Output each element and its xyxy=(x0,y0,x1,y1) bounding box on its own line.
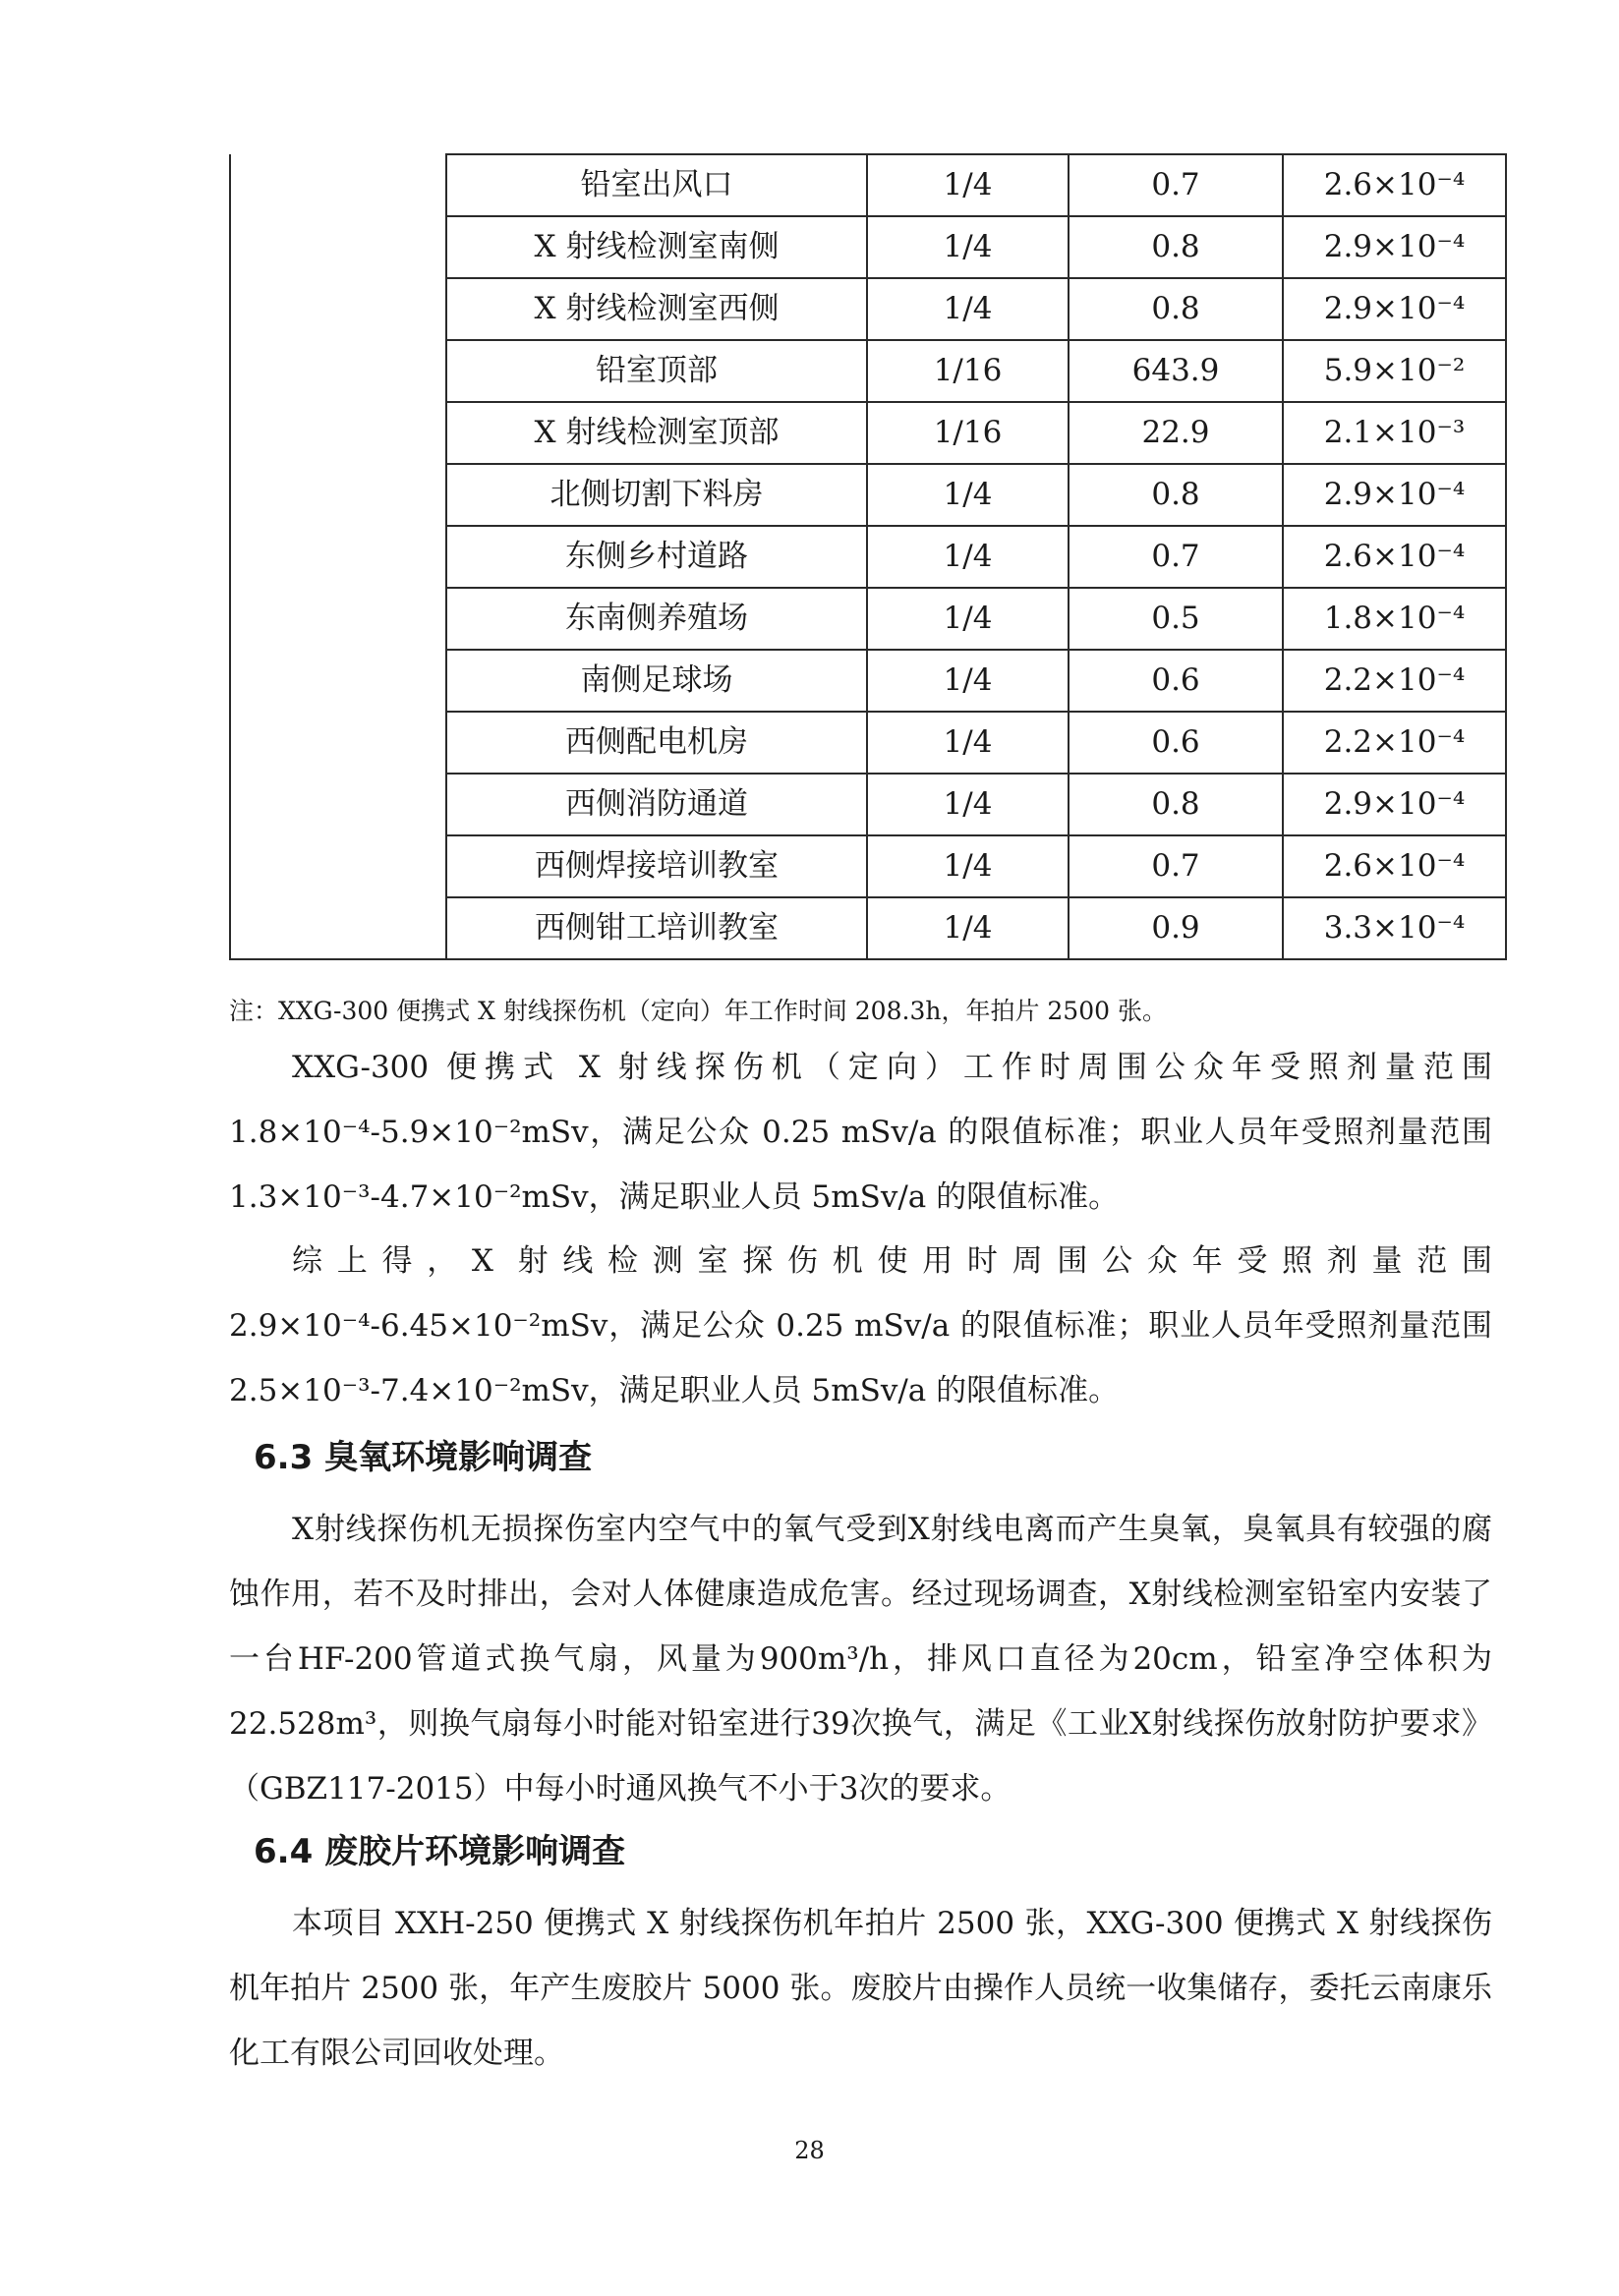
location-cell: 西侧配电机房 xyxy=(446,712,867,774)
dose-rate-cell: 0.8 xyxy=(1069,464,1283,526)
annual-dose-cell: 2.2×10⁻⁴ xyxy=(1283,650,1506,712)
dose-rate-cell: 0.8 xyxy=(1069,774,1283,835)
annual-dose-cell: 2.9×10⁻⁴ xyxy=(1283,216,1506,278)
occupancy-factor-cell: 1/4 xyxy=(867,464,1069,526)
dose-rate-cell: 643.9 xyxy=(1069,340,1283,402)
location-cell: X 射线检测室西侧 xyxy=(446,278,867,340)
location-cell: 西侧消防通道 xyxy=(446,774,867,835)
merged-category-cell xyxy=(230,154,446,959)
location-cell: 东南侧养殖场 xyxy=(446,588,867,650)
occupancy-factor-cell: 1/4 xyxy=(867,897,1069,959)
table-row xyxy=(230,154,1506,216)
paragraph-waste-film: 本项目 XXH-250 便携式 X 射线探伤机年拍片 2500 张，XXG-300 便携式 X 射线探伤机年拍片 2500 张，年产生废胶片 5000 张。废胶片由操作人员统一收集储存，委托云南康乐化工有限公司回收处理。 xyxy=(229,1906,1492,2071)
annual-dose-cell: 2.6×10⁻⁴ xyxy=(1283,154,1506,216)
dose-rate-cell: 0.6 xyxy=(1069,650,1283,712)
dose-table xyxy=(229,153,1507,960)
dose-rate-cell: 0.6 xyxy=(1069,712,1283,774)
occupancy-factor-cell: 1/16 xyxy=(867,402,1069,464)
annual-dose-cell: 5.9×10⁻² xyxy=(1283,340,1506,402)
occupancy-factor-cell: 1/4 xyxy=(867,774,1069,835)
dose-table-body xyxy=(230,154,1506,959)
occupancy-factor-cell: 1/4 xyxy=(867,154,1069,216)
occupancy-factor-cell: 1/4 xyxy=(867,588,1069,650)
location-cell: 东侧乡村道路 xyxy=(446,526,867,588)
dose-rate-cell: 0.5 xyxy=(1069,588,1283,650)
dose-rate-cell: 0.8 xyxy=(1069,216,1283,278)
location-cell: 西侧焊接培训教室 xyxy=(446,835,867,897)
location-cell: X 射线检测室顶部 xyxy=(446,402,867,464)
annual-dose-cell: 2.2×10⁻⁴ xyxy=(1283,712,1506,774)
occupancy-factor-cell: 1/4 xyxy=(867,835,1069,897)
annual-dose-cell: 2.9×10⁻⁴ xyxy=(1283,464,1506,526)
paragraph-public-dose-xxg300: XXG-300 便携式 X 射线探伤机（定向）工作时周围公众年受照剂量范围 1.8×10⁻⁴-5.9×10⁻²mSv，满足公众 0.25 mSv/a 的限值标准；职业人员年受照剂量范围 1.3×10⁻³-4.7×10⁻²mSv，满足职业人员 5mSv/a 的限值标准。 xyxy=(229,1050,1492,1215)
location-cell: 铅室出风口 xyxy=(446,154,867,216)
dose-rate-cell: 22.9 xyxy=(1069,402,1283,464)
annual-dose-cell: 2.9×10⁻⁴ xyxy=(1283,278,1506,340)
section-heading-ozone: 6.3 臭氧环境影响调查 xyxy=(254,1438,593,1477)
annual-dose-cell: 1.8×10⁻⁴ xyxy=(1283,588,1506,650)
annual-dose-cell: 2.9×10⁻⁴ xyxy=(1283,774,1506,835)
location-cell: 西侧钳工培训教室 xyxy=(446,897,867,959)
table-note: 注：XXG-300 便携式 X 射线探伤机（定向）年工作时间 208.3h，年拍片 2500 张。 xyxy=(229,997,1167,1025)
dose-rate-cell: 0.7 xyxy=(1069,154,1283,216)
location-cell: X 射线检测室南侧 xyxy=(446,216,867,278)
annual-dose-cell: 2.6×10⁻⁴ xyxy=(1283,526,1506,588)
occupancy-factor-cell: 1/4 xyxy=(867,526,1069,588)
page-number: 28 xyxy=(794,2137,825,2164)
annual-dose-cell: 2.1×10⁻³ xyxy=(1283,402,1506,464)
location-cell: 南侧足球场 xyxy=(446,650,867,712)
dose-rate-cell: 0.7 xyxy=(1069,835,1283,897)
occupancy-factor-cell: 1/4 xyxy=(867,712,1069,774)
paragraph-summary-dose: 综上得，X 射线检测室探伤机使用时周围公众年受照剂量范围 2.9×10⁻⁴-6.45×10⁻²mSv，满足公众 0.25 mSv/a 的限值标准；职业人员年受照剂量范围 2.5×10⁻³-7.4×10⁻²mSv，满足职业人员 5mSv/a 的限值标准。 xyxy=(229,1243,1492,1408)
location-cell: 北侧切割下料房 xyxy=(446,464,867,526)
dose-rate-cell: 0.8 xyxy=(1069,278,1283,340)
section-heading-waste-film: 6.4 废胶片环境影响调查 xyxy=(254,1832,626,1871)
annual-dose-cell: 2.6×10⁻⁴ xyxy=(1283,835,1506,897)
occupancy-factor-cell: 1/4 xyxy=(867,278,1069,340)
location-cell: 铅室顶部 xyxy=(446,340,867,402)
annual-dose-cell: 3.3×10⁻⁴ xyxy=(1283,897,1506,959)
occupancy-factor-cell: 1/16 xyxy=(867,340,1069,402)
occupancy-factor-cell: 1/4 xyxy=(867,650,1069,712)
occupancy-factor-cell: 1/4 xyxy=(867,216,1069,278)
dose-rate-cell: 0.7 xyxy=(1069,526,1283,588)
dose-rate-cell: 0.9 xyxy=(1069,897,1283,959)
paragraph-ozone: X射线探伤机无损探伤室内空气中的氧气受到X射线电离而产生臭氧，臭氧具有较强的腐蚀作用，若不及时排出，会对人体健康造成危害。经过现场调查，X射线检测室铅室内安装了一台HF-200管道式换气扇，风量为900m³/h，排风口直径为20cm，铅室净空体积为22.528m³，则换气扇每小时能对铅室进行39次换气，满足《工业X射线探伤放射防护要求》（GBZ117-2015）中每小时通风换气不小于3次的要求。 xyxy=(229,1512,1492,1807)
